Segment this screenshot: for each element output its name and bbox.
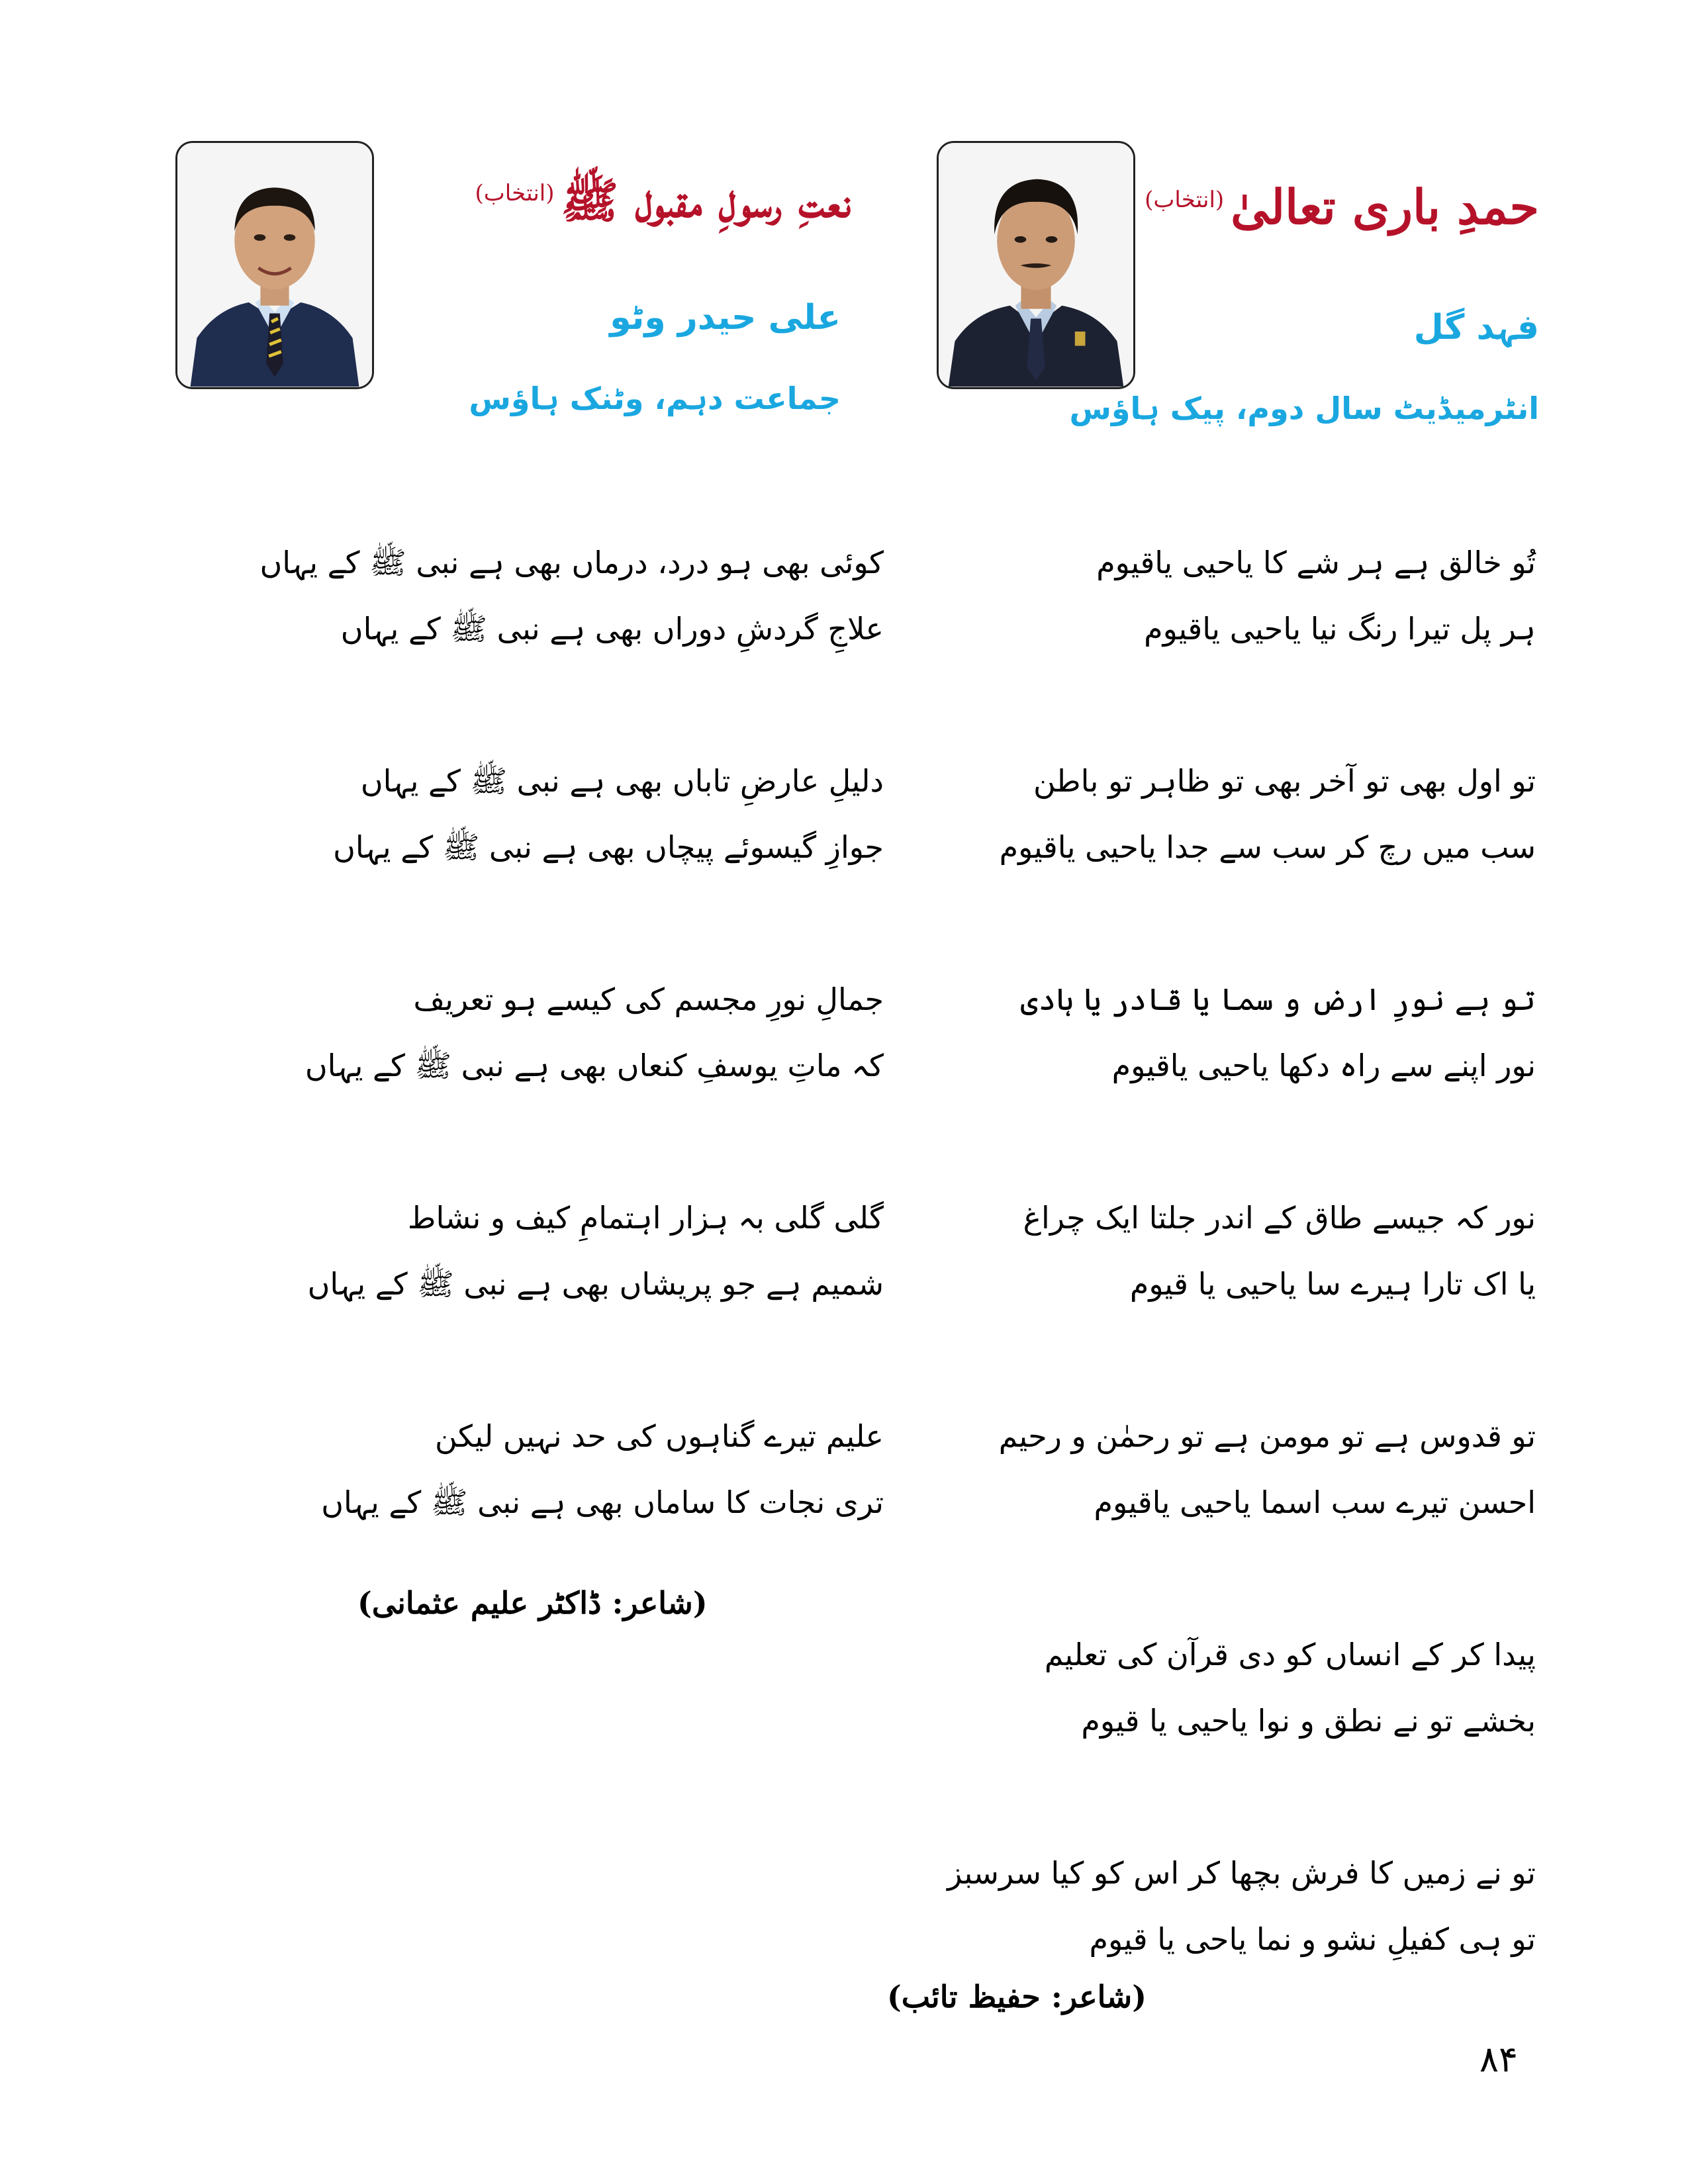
hamd-stanza (947, 1840, 1536, 1972)
hamd-selection-label: (انتخاب) (1145, 187, 1225, 213)
naat-poet-credit: (شاعر: ڈاکٹر علیم عثمانی) (357, 1585, 708, 1621)
verse-line: کہ ماتِ یوسفِ کنعاں بھی ہے نبی ﷺ کے یہاں (305, 1048, 884, 1083)
hamd-stanza (986, 966, 1536, 1099)
naat-stanza (259, 529, 884, 662)
naat-student-name: علی حیدر وٹو (610, 298, 841, 338)
hamd-poet-credit: (شاعر: حفیظ تائب) (887, 1979, 1147, 2015)
verse-line: تو نے زمیں کا فرش بچھا کر اس کو کیا سرسبز (947, 1855, 1536, 1891)
hamd-stanza (986, 1403, 1536, 1535)
naat-stanza (307, 1185, 884, 1317)
verse-line: تو ہی کفیلِ نشو و نما یاحی یا قیوم (1089, 1921, 1536, 1957)
verse-line: علاجِ گردشِ دوراں بھی ہے نبی ﷺ کے یہاں (340, 611, 884, 647)
verse-line: پیدا کر کے انساں کو دی قرآن کی تعلیم (1044, 1637, 1536, 1672)
student-photo-left (175, 141, 374, 389)
hamd-student-class: انٹرمیڈیٹ سال دوم، پیک ہاؤس (1069, 390, 1539, 426)
student-photo-right (937, 141, 1135, 389)
hamd-title (1138, 179, 1539, 235)
verse-line: تو اول بھی تو آخر بھی تو ظاہر تو باطن (1033, 763, 1536, 799)
verse-line: دلیلِ عارضِ تاباں بھی ہے نبی ﷺ کے یہاں (360, 763, 884, 799)
page-number: ۸۴ (1479, 2038, 1519, 2080)
naat-title-text: نعتِ رسولِ مقبول ﷺ (561, 172, 851, 228)
verse-line: ہر پل تیرا رنگ نیا یاحیی یاقیوم (1144, 611, 1536, 647)
naat-stanza (314, 748, 884, 880)
hamd-stanza (986, 529, 1536, 662)
verse-line: نور اپنے سے راہ دکھا یاحیی یاقیوم (1111, 1048, 1536, 1083)
verse-line: یا اک تارا ہیرے سا یاحیی یا قیوم (1129, 1266, 1536, 1302)
verse-line: کوئی بھی ہو درد، درماں بھی ہے نبی ﷺ کے یہاں (259, 545, 884, 580)
verse-line: بخشے تو نے نطق و نوا یاحیی یا قیوم (1081, 1703, 1536, 1739)
hamd-title-text: حمدِ باری تعالیٰ (1231, 179, 1539, 235)
verse-line: نور کہ جیسے طاق کے اندر جلتا ایک چراغ (1023, 1200, 1536, 1236)
verse-line: تو ہے نورِ ارض و سما یا قادر یا ہادی (1020, 981, 1536, 1017)
verse-line: شمیم ہے جو پریشاں بھی ہے نبی ﷺ کے یہاں (307, 1266, 884, 1302)
hamd-stanza (986, 1621, 1536, 1754)
student-portrait-image (177, 143, 372, 387)
verse-line: گلی گلی بہ ہزار اہتمامِ کیف و نشاط (407, 1200, 884, 1236)
hamd-verses (947, 529, 1536, 1972)
naat-stanza (305, 966, 884, 1099)
verse-line: جوازِ گیسوئے پیچاں بھی ہے نبی ﷺ کے یہاں (333, 829, 884, 865)
naat-verses (259, 529, 884, 1535)
verse-line: تو قدوس ہے تو مومن ہے تو رحمٰن و رحیم (998, 1418, 1536, 1454)
verse-line: احسن تیرے سب اسما یاحیی یاقیوم (1094, 1484, 1536, 1520)
verse-line: جمالِ نورِ مجسم کی کیسے ہو تعریف (413, 981, 884, 1017)
student-portrait-image (939, 143, 1133, 387)
hamd-stanza (986, 748, 1536, 880)
verse-line: سب میں رچ کر سب سے جدا یاحیی یاقیوم (999, 829, 1536, 865)
naat-title (469, 172, 851, 241)
verse-line: علیم تیرے گناہوں کی حد نہیں لیکن (434, 1418, 884, 1454)
hamd-stanza (986, 1185, 1536, 1317)
naat-selection-label: (انتخاب) (475, 180, 555, 206)
hamd-student-name: فہد گل (1413, 308, 1539, 347)
verse-line: تُو خالق ہے ہر شے کا یاحیی یاقیوم (1096, 545, 1536, 580)
verse-line: تری نجات کا ساماں بھی ہے نبی ﷺ کے یہاں (321, 1484, 884, 1520)
naat-stanza (314, 1403, 884, 1535)
naat-student-class: جماعت دہم، وٹنک ہاؤس (469, 381, 841, 416)
